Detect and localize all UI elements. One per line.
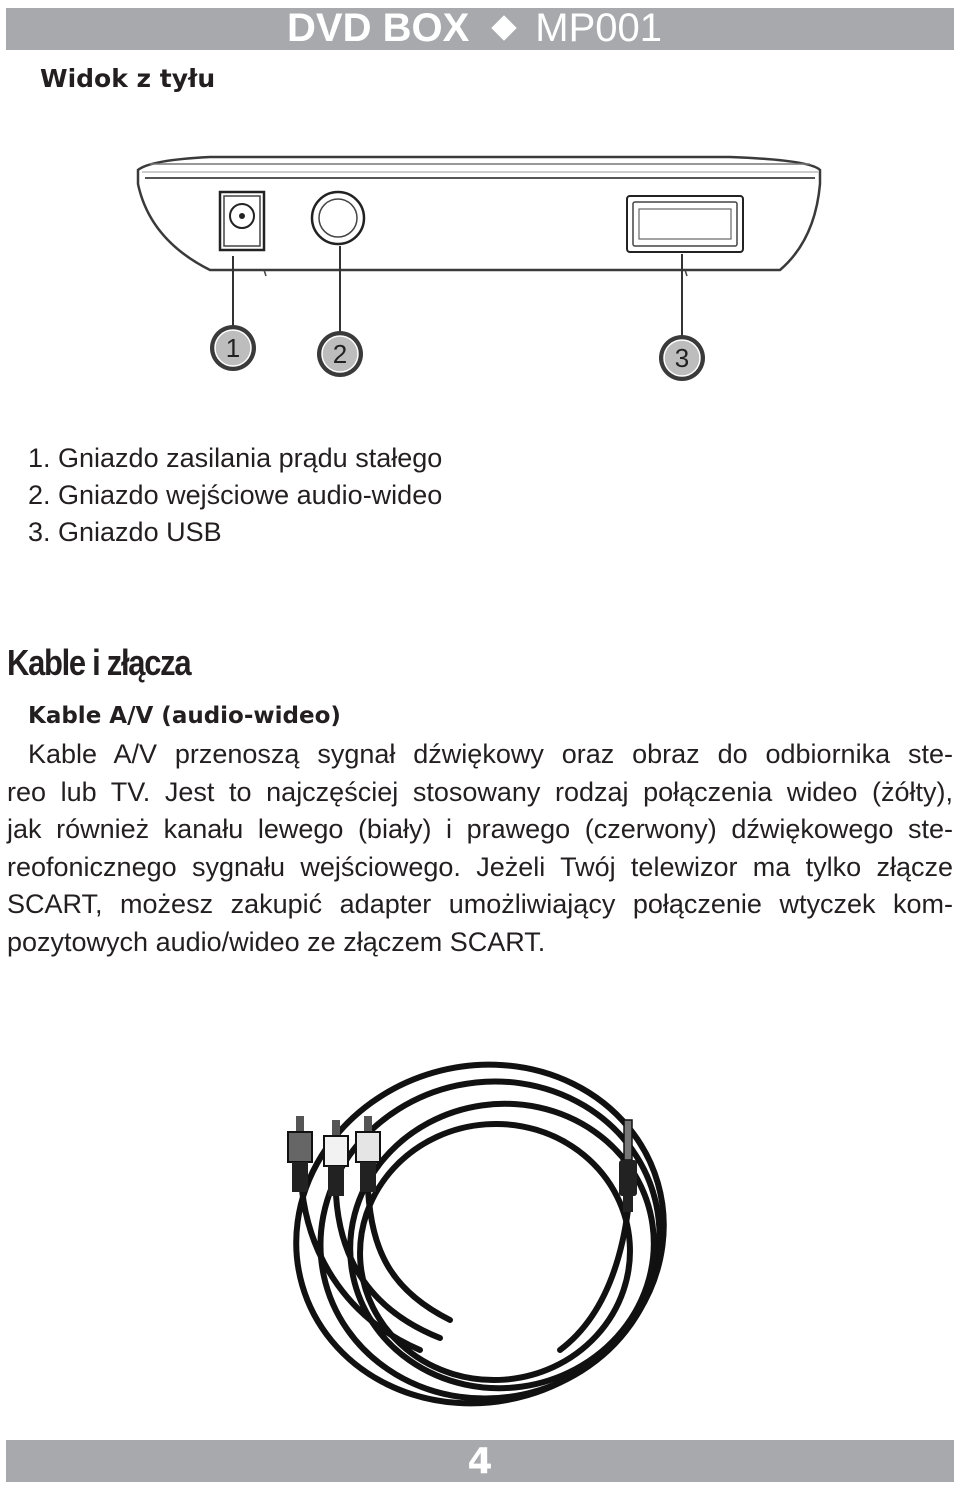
rear-panel-diagram bbox=[90, 120, 850, 420]
callout-2-label: 2 bbox=[332, 339, 348, 369]
callout-2 bbox=[317, 331, 363, 377]
av-cable-illustration bbox=[240, 1020, 720, 1420]
port-item-av: 2. Gniazdo wejściowe audio-wideo bbox=[28, 480, 443, 510]
usb-socket bbox=[627, 196, 743, 252]
callout-3-label: 3 bbox=[674, 343, 690, 373]
description-line: reofonicznego sygnału wejściowego. Jeżeli Twój telewizor ma tylko złącze bbox=[7, 851, 953, 882]
brand-name: DVD BOX bbox=[287, 5, 470, 50]
footer-bar bbox=[6, 1440, 954, 1482]
callout-1-label: 1 bbox=[225, 333, 241, 363]
description-line: pozytowych audio/wideo ze złączem SCART. bbox=[7, 926, 546, 957]
description-line: jak również kanału lewego (biały) i prawego (czerwony) dźwiękowego ste- bbox=[7, 814, 953, 845]
cables-heading: Kable i złącza bbox=[7, 642, 191, 683]
port-list bbox=[28, 440, 442, 551]
dc-power-socket bbox=[220, 192, 264, 250]
rear-view-title: Widok z tyłu bbox=[40, 64, 216, 93]
description-line: Kable A/V przenoszą sygnał dźwiękowy oraz obraz do odbiornika ste- bbox=[28, 739, 953, 769]
av-cable-subheading: Kable A/V (audio-wideo) bbox=[28, 703, 341, 729]
model-number: MP001 bbox=[535, 5, 662, 50]
port-item-usb: 3. Gniazdo USB bbox=[28, 517, 222, 547]
page-number: 4 bbox=[467, 1440, 493, 1482]
header-title bbox=[287, 6, 662, 50]
description-line: reo lub TV. Jest to najczęściej stosowany rodzaj połączenia wideo (żółty), bbox=[7, 776, 953, 807]
callout-3 bbox=[659, 335, 705, 381]
callout-1 bbox=[210, 325, 256, 371]
port-item-dc: 1. Gniazdo zasilania prądu stałego bbox=[28, 443, 443, 473]
description-line: SCART, możesz zakupić adapter umożliwiający połączenie wtyczek kom- bbox=[7, 889, 953, 920]
rca-plug-white bbox=[324, 1120, 348, 1196]
av-cable-description bbox=[7, 736, 953, 962]
av-input-socket bbox=[312, 192, 364, 244]
diamond-icon bbox=[492, 15, 517, 40]
